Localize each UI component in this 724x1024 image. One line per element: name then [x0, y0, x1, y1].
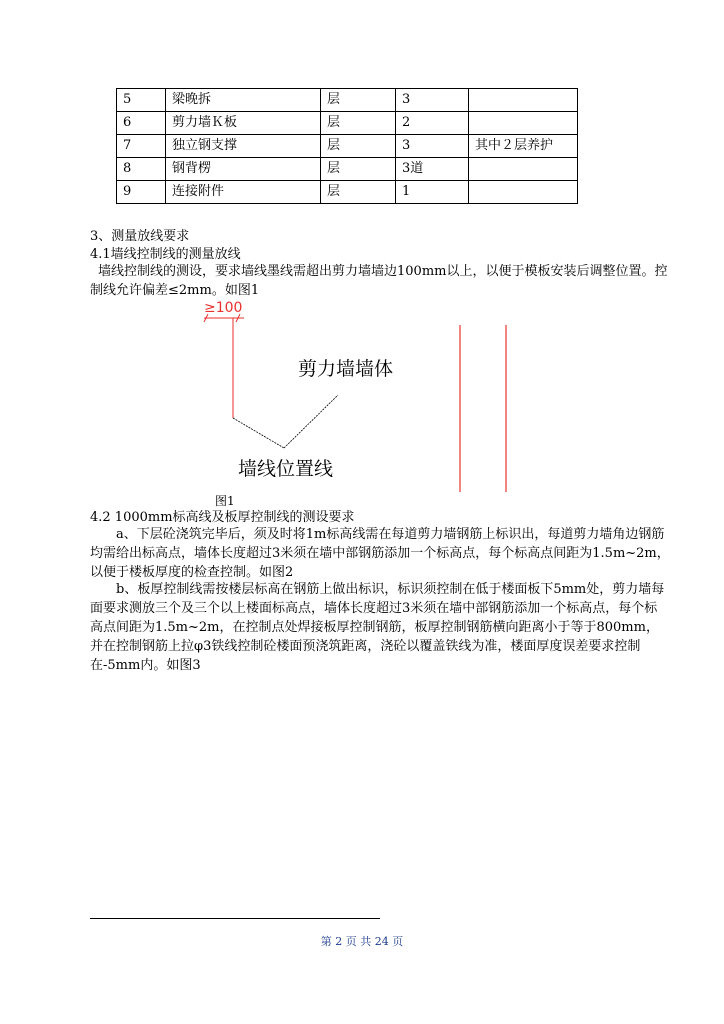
note-cell — [469, 181, 578, 204]
row-number-cell: 7 — [117, 135, 166, 158]
item-name-cell: 独立钢支撑 — [166, 135, 321, 158]
item-name-cell: 钢背楞 — [166, 158, 321, 181]
table-row — [117, 89, 578, 112]
figure-1-diagram — [190, 300, 530, 495]
page-number: 第 2 页 共 24 页 — [320, 935, 404, 948]
quantity-cell: 1 — [396, 181, 469, 204]
unit-cell: 层 — [321, 158, 396, 181]
item-name-cell: 连接附件 — [166, 181, 321, 204]
section-4-2-heading: 4.2 1000mm标高线及板厚控制线的测设要求 — [90, 510, 355, 525]
figure-1-caption: 图1 — [215, 494, 235, 508]
unit-cell: 层 — [321, 135, 396, 158]
table-row — [117, 158, 578, 181]
item-name-cell: 梁晚拆 — [166, 89, 321, 112]
quantity-cell: 3 — [396, 135, 469, 158]
dimension-marker — [204, 314, 244, 418]
paragraph-b: b、板厚控制线需按楼层标高在钢筋上做出标识，标识须控制在低于楼面板下5mm处，剪力墙每面要求测放三个及三个以上楼面标高点，墙体长度超过3米须在墙中部钢筋添加一个标高点，每个标高点间距为1.5m~2m，在控制点处焊接板厚控制钢筋，板厚控制钢筋横向距离小于等于800mm，并在控制钢筋上拉φ3铁线控制砼楼面预浇筑距离，浇砼以覆盖铁线为准，楼面厚度误差要求控制在-5mm内。如图3 — [90, 582, 665, 673]
section-4-1-paragraph: 墙线控制线的测设，要求墙线墨线需超出剪力墙墙边100mm以上，以便于模板安装后调整位置。控制线允许偏差≤2mm。如图1 — [90, 264, 668, 298]
leader-line-right — [284, 395, 338, 448]
row-number-cell: 5 — [117, 89, 166, 112]
table-row — [117, 181, 578, 204]
table-row — [117, 135, 578, 158]
row-number-cell: 6 — [117, 112, 166, 135]
note-cell — [469, 89, 578, 112]
row-number-cell: 9 — [117, 181, 166, 204]
note-cell: 其中２层养护 — [469, 135, 578, 158]
materials-table — [116, 88, 578, 204]
row-number-cell: 8 — [117, 158, 166, 181]
footer-divider — [90, 918, 380, 919]
note-cell — [469, 112, 578, 135]
wall-line-position-label: 墙线位置线 — [238, 458, 334, 480]
quantity-cell: 3道 — [396, 158, 469, 181]
unit-cell: 层 — [321, 181, 396, 204]
quantity-cell: 3 — [396, 89, 469, 112]
section-4-1-heading: 4.1墙线控制线的测量放线 — [90, 247, 241, 262]
leader-line-left — [233, 418, 284, 448]
section-3-heading: 3、测量放线要求 — [90, 229, 190, 244]
table-row — [117, 112, 578, 135]
item-name-cell: 剪力墙Ｋ板 — [166, 112, 321, 135]
dimension-label: ≥100 — [204, 300, 243, 316]
wall-body-label: 剪力墙墙体 — [298, 358, 394, 380]
paragraph-a: a、下层砼浇筑完毕后，须及时将1m标高线需在每道剪力墙钢筋上标识出，每道剪力墙角边钢筋均需给出标高点，墙体长度超过3米须在墙中部钢筋添加一个标高点，每个标高点间距为1.5m~2m，以便于楼板厚度的检查控制。如图2 — [90, 527, 670, 580]
note-cell — [469, 158, 578, 181]
unit-cell: 层 — [321, 89, 396, 112]
quantity-cell: 2 — [396, 112, 469, 135]
unit-cell: 层 — [321, 112, 396, 135]
